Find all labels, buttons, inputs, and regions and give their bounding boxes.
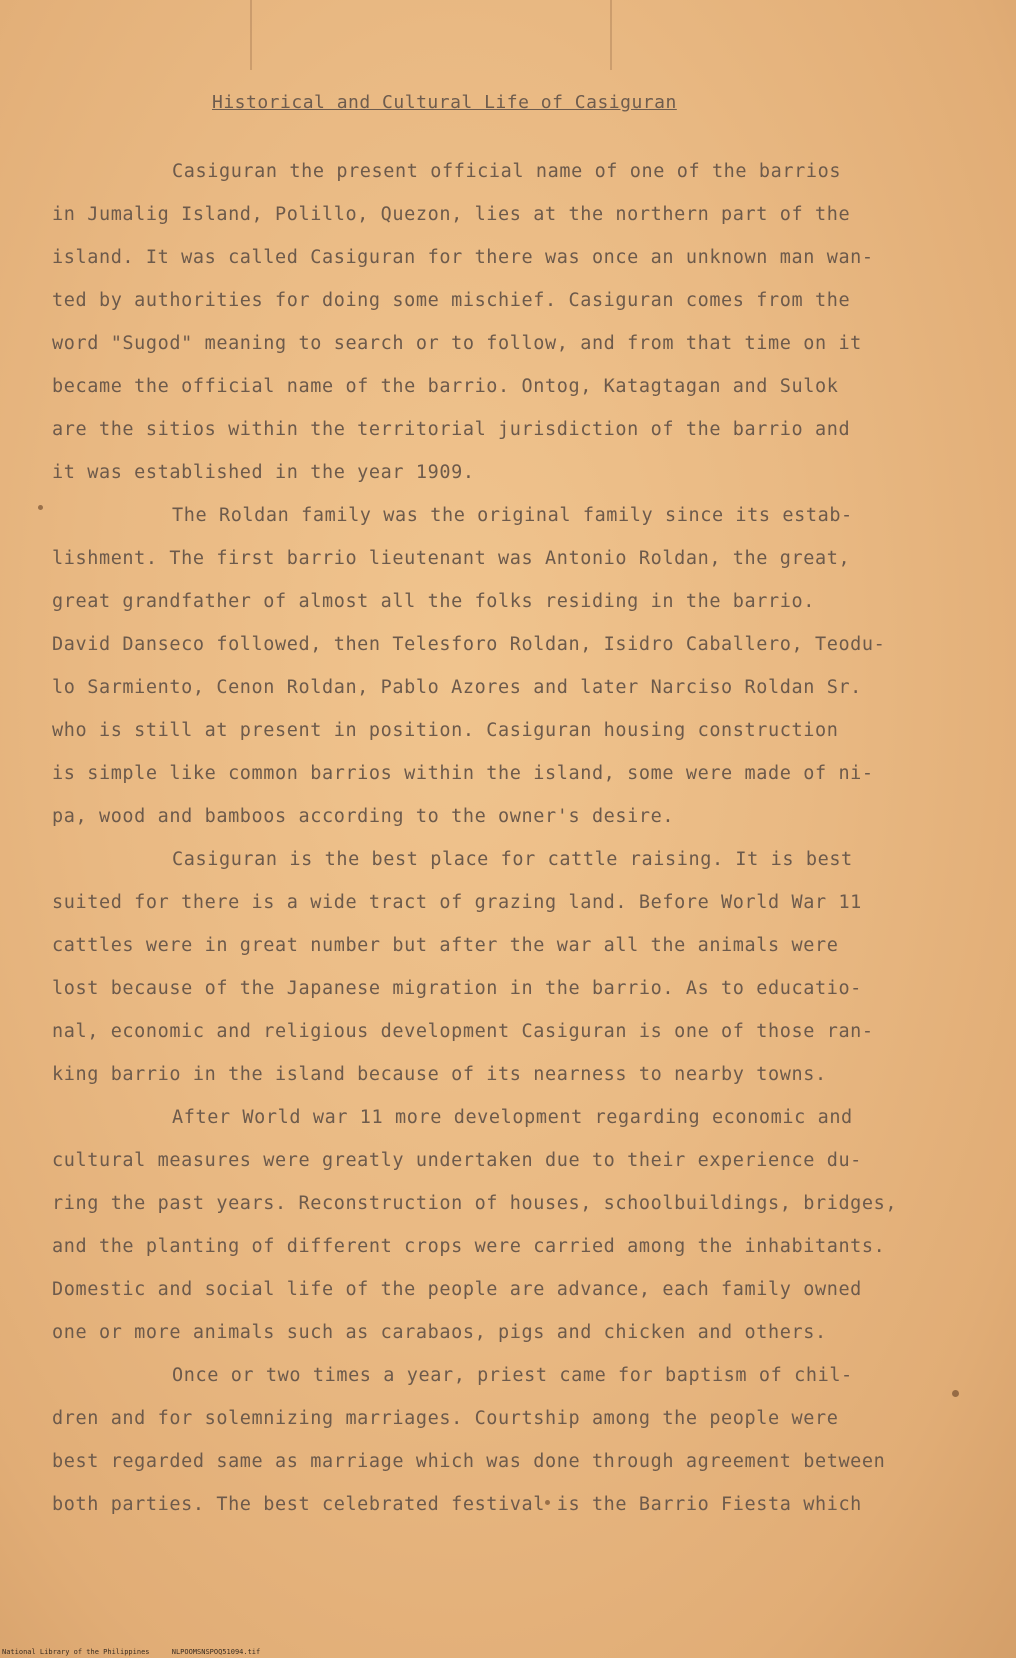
paragraph	[52, 494, 972, 838]
paragraph	[52, 1096, 972, 1354]
paragraph	[52, 150, 972, 494]
paragraph	[52, 838, 972, 1096]
text-line: is simple like common barrios within the island, some were made of ni-	[52, 763, 874, 784]
text-line: ring the past years. Reconstruction of houses, schoolbuildings, bridges,	[52, 1193, 898, 1214]
text-line: lishment. The first barrio lieutenant was Antonio Roldan, the great,	[52, 548, 851, 569]
text-line: island. It was called Casiguran for there was once an unknown man wan-	[52, 247, 874, 268]
text-line: king barrio in the island because of its nearness to nearby towns.	[52, 1064, 827, 1085]
text-line: dren and for solemnizing marriages. Courtship among the people were	[52, 1408, 839, 1429]
library-name: National Library of the Philippines	[2, 1648, 150, 1656]
text-line: word "Sugod" meaning to search or to follow, and from that time on it	[52, 333, 862, 354]
text-line: are the sitios within the territorial jurisdiction of the barrio and	[52, 419, 851, 440]
ink-spot	[38, 505, 43, 510]
text-line: cattles were in great number but after the war all the animals were	[52, 935, 839, 956]
scan-footer	[2, 1648, 278, 1656]
text-line: became the official name of the barrio. Ontog, Katagtagan and Sulok	[52, 376, 839, 397]
text-line: great grandfather of almost all the folks residing in the barrio.	[52, 591, 815, 612]
text-line: Casiguran the present official name of one of the barrios	[172, 161, 842, 182]
document-body	[52, 150, 972, 1526]
text-line: cultural measures were greatly undertaken due to their experience du-	[52, 1150, 862, 1171]
text-line: Once or two times a year, priest came for baptism of chil-	[172, 1365, 853, 1386]
text-line: lost because of the Japanese migration in the barrio. As to educatio-	[52, 978, 862, 999]
text-line: both parties. The best celebrated festival is the Barrio Fiesta which	[52, 1494, 862, 1515]
text-line: nal, economic and religious development Casiguran is one of those ran-	[52, 1021, 874, 1042]
text-line: lo Sarmiento, Cenon Roldan, Pablo Azores and later Narciso Roldan Sr.	[52, 677, 862, 698]
fold-mark	[610, 0, 612, 70]
text-line: and the planting of different crops were carried among the inhabitants.	[52, 1236, 886, 1257]
text-line: who is still at present in position. Casiguran housing construction	[52, 720, 839, 741]
file-id: NLPOOMSNSPOQ51094.tif	[171, 1648, 261, 1656]
paragraph	[52, 1354, 972, 1526]
text-line: in Jumalig Island, Polillo, Quezon, lies at the northern part of the	[52, 204, 851, 225]
document-title: Historical and Cultural Life of Casiguran	[212, 92, 677, 113]
text-line: pa, wood and bamboos according to the owner's desire.	[52, 806, 675, 827]
text-line: best regarded same as marriage which was done through agreement between	[52, 1451, 886, 1472]
text-line: suited for there is a wide tract of grazing land. Before World War 11	[52, 892, 862, 913]
text-line: ted by authorities for doing some mischief. Casiguran comes from the	[52, 290, 851, 311]
text-line: The Roldan family was the original family since its estab-	[172, 505, 853, 526]
text-line: one or more animals such as carabaos, pigs and chicken and others.	[52, 1322, 827, 1343]
text-line: Casiguran is the best place for cattle raising. It is best	[172, 849, 853, 870]
text-line: David Danseco followed, then Telesforo Roldan, Isidro Caballero, Teodu-	[52, 634, 886, 655]
text-line: After World war 11 more development regarding economic and	[172, 1107, 853, 1128]
text-line: Domestic and social life of the people are advance, each family owned	[52, 1279, 862, 1300]
fold-mark	[250, 0, 252, 70]
text-line: it was established in the year 1909.	[52, 462, 475, 483]
